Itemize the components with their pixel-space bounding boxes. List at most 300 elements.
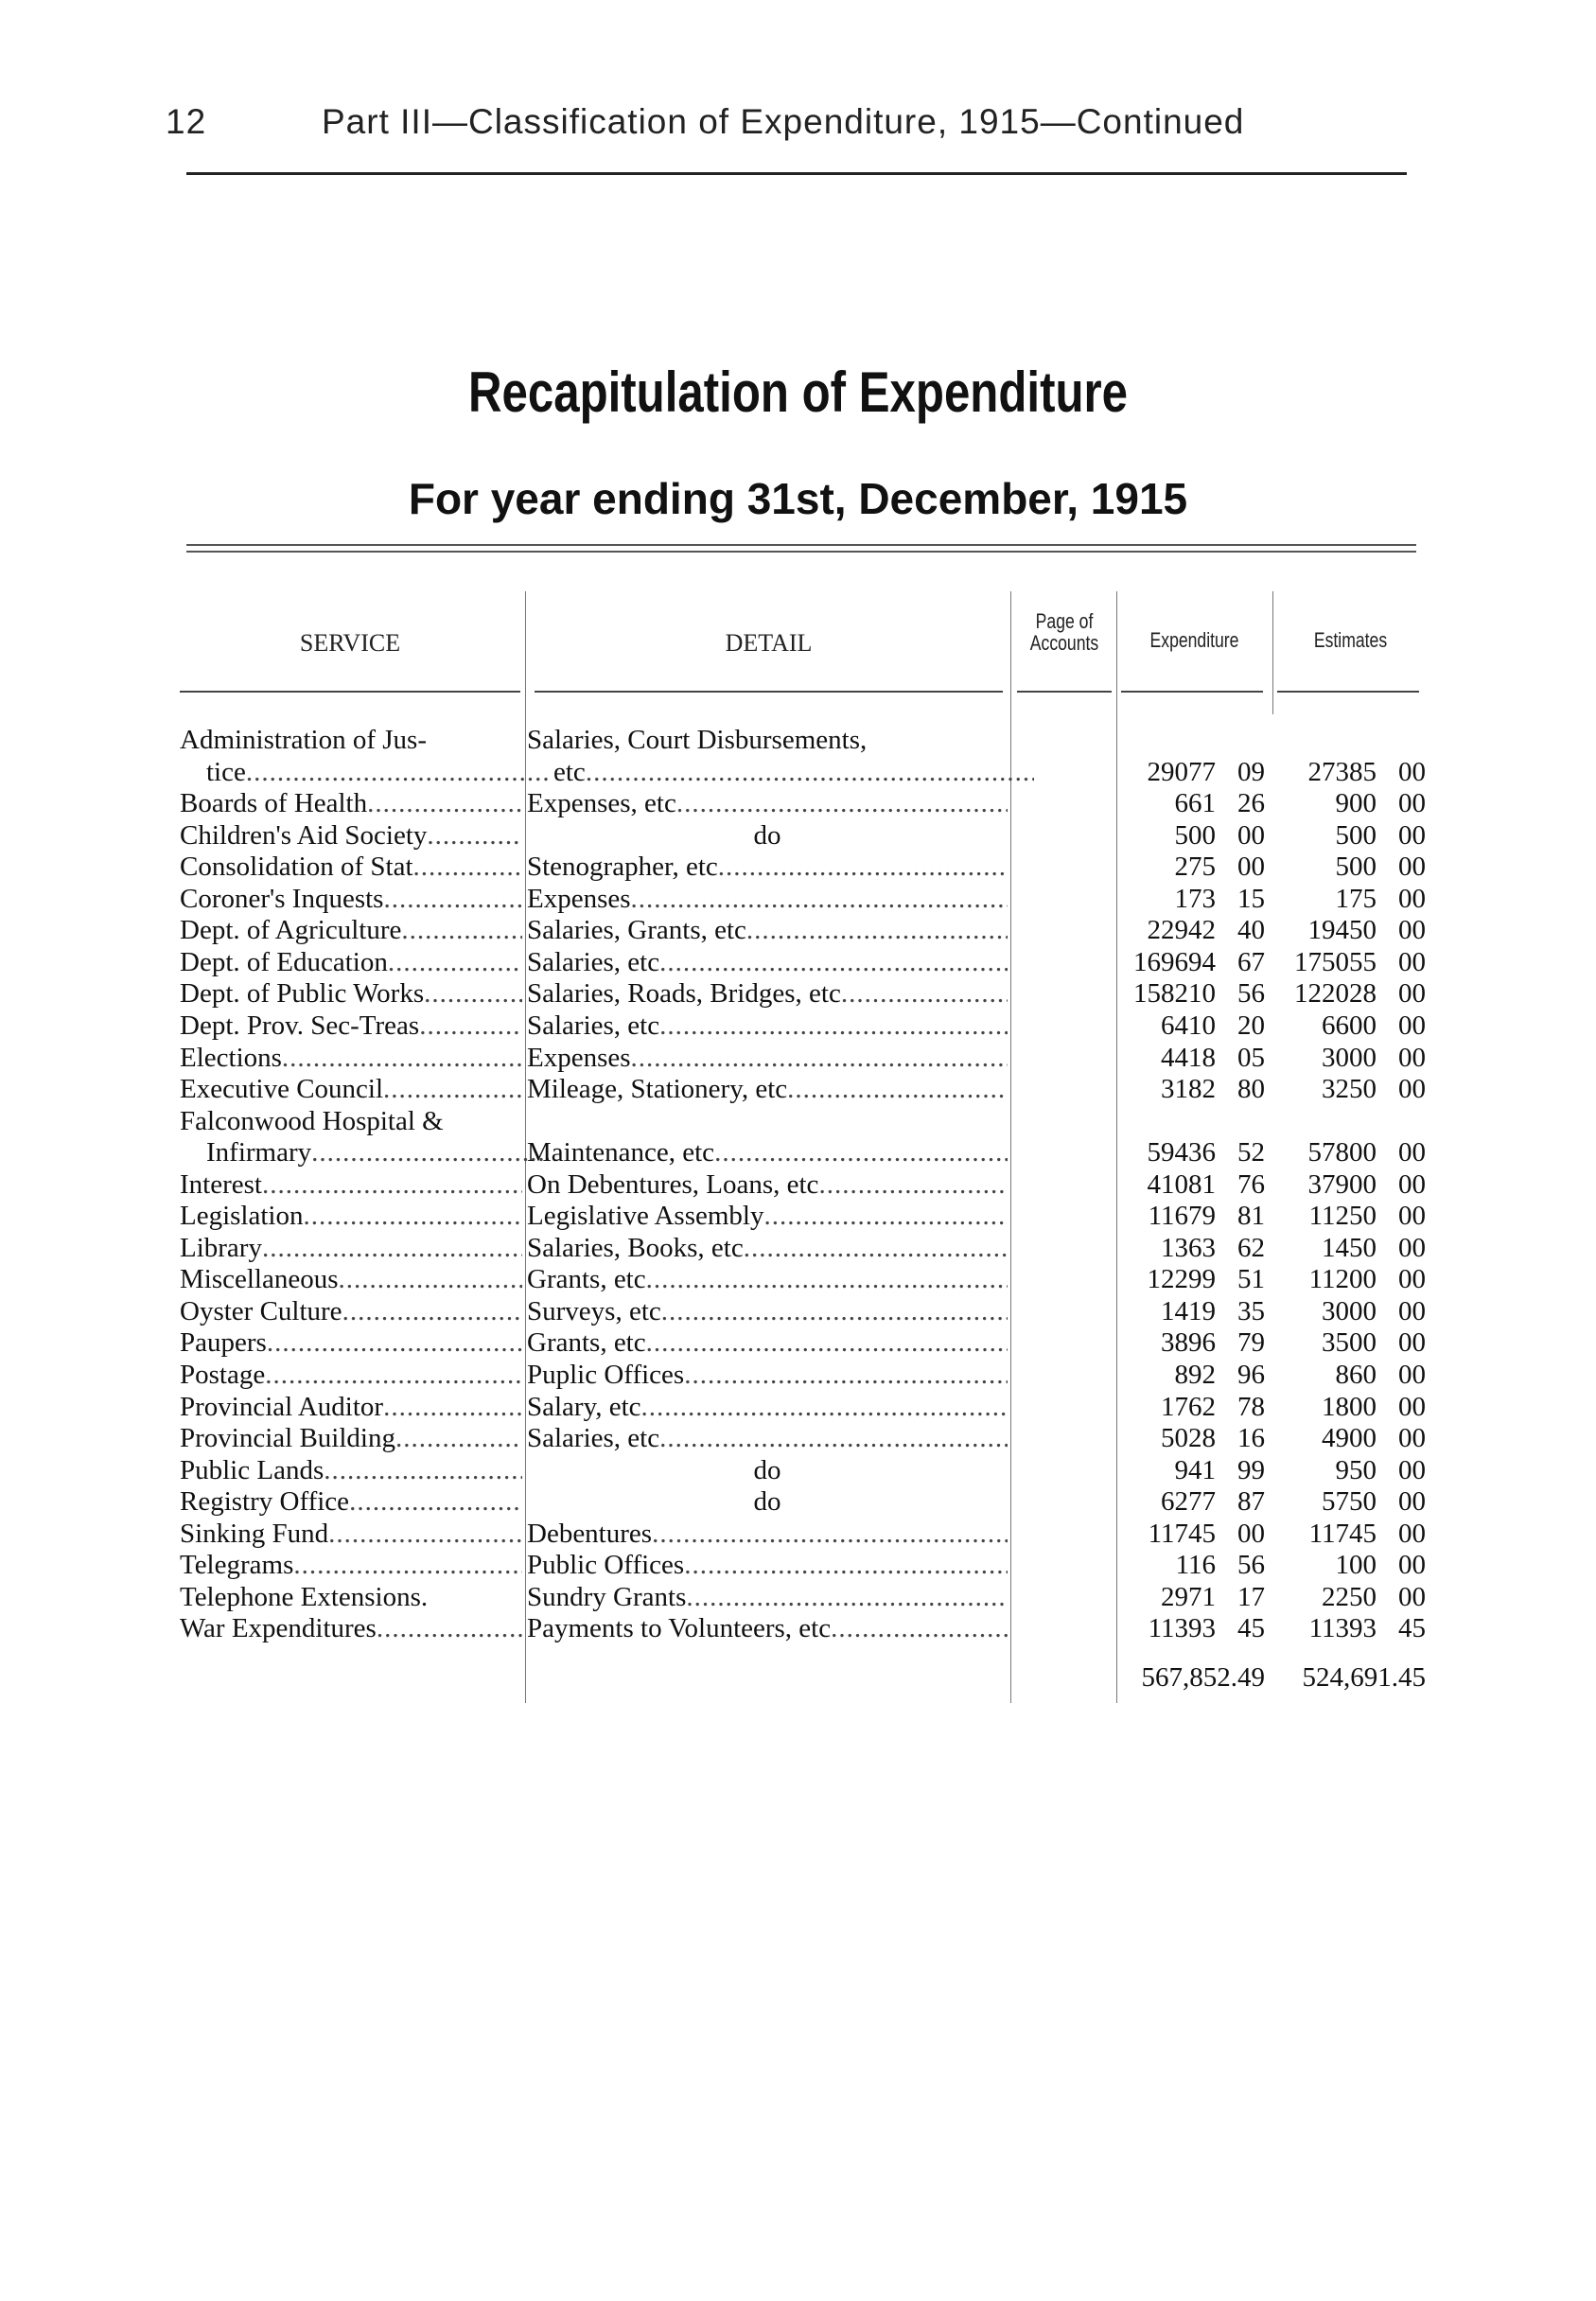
table-row bbox=[0, 1359, 1596, 1391]
expenditure-dollars: 661 bbox=[1174, 788, 1216, 819]
expenditure-dollars: 941 bbox=[1174, 1454, 1216, 1485]
service-cell bbox=[180, 1454, 522, 1486]
service-cell bbox=[180, 1391, 522, 1423]
service-text: Public Lands bbox=[180, 1454, 324, 1485]
detail-text: Grants, etc bbox=[527, 1264, 646, 1295]
table-row bbox=[0, 1010, 1596, 1042]
estimate-cents: 00 bbox=[1398, 1295, 1426, 1326]
estimate-dollars: 1800 bbox=[1322, 1391, 1377, 1422]
service-cell bbox=[180, 851, 522, 883]
expenditure-dollars: 1363 bbox=[1161, 1232, 1216, 1263]
estimate-dollars: 19450 bbox=[1307, 915, 1377, 946]
expenditure-cents: 81 bbox=[1237, 1201, 1265, 1232]
table-row bbox=[0, 819, 1596, 852]
estimate-cents: 00 bbox=[1398, 883, 1426, 914]
estimate-dollars: 3000 bbox=[1322, 1295, 1377, 1326]
service-text: Provincial Auditor bbox=[180, 1391, 384, 1422]
service-text: Dept. of Agriculture bbox=[180, 915, 402, 946]
detail-text: Sundry Grants bbox=[527, 1581, 687, 1612]
expenditure-cents: 40 bbox=[1237, 915, 1265, 946]
estimate-cents: 00 bbox=[1398, 1264, 1426, 1295]
service-cell bbox=[180, 1422, 522, 1454]
expenditure-cents: 99 bbox=[1237, 1454, 1265, 1485]
table-row bbox=[0, 724, 1596, 756]
estimate-cents: 00 bbox=[1398, 1550, 1426, 1581]
detail-cell bbox=[527, 977, 1008, 1010]
expenditure-cents: 52 bbox=[1237, 1137, 1265, 1168]
estimate-dollars: 11745 bbox=[1308, 1518, 1377, 1549]
running-head bbox=[166, 102, 1244, 142]
dot-leader bbox=[841, 977, 1008, 1010]
service-text: Provincial Building bbox=[180, 1423, 395, 1454]
service-text: Children's Aid Society bbox=[180, 819, 428, 851]
header-underline-page bbox=[1017, 691, 1112, 693]
dot-leader bbox=[746, 914, 1008, 946]
estimate-cents: 00 bbox=[1398, 1168, 1426, 1200]
expenditure-cents: 26 bbox=[1237, 788, 1265, 819]
detail-cell bbox=[527, 1391, 1008, 1423]
service-text: Dept. of Public Works bbox=[180, 978, 425, 1010]
estimate-dollars: 57800 bbox=[1307, 1137, 1377, 1168]
dot-leader bbox=[267, 1326, 522, 1359]
dot-leader bbox=[367, 787, 522, 819]
expenditure-dollars: 169694 bbox=[1133, 946, 1216, 977]
header-underline-detail bbox=[535, 691, 1003, 693]
dot-leader bbox=[787, 1073, 1008, 1105]
expenditure-dollars: 3896 bbox=[1161, 1327, 1216, 1359]
estimate-dollars: 6600 bbox=[1322, 1010, 1377, 1041]
expenditure-cents: 15 bbox=[1237, 883, 1265, 914]
estimate-dollars: 122028 bbox=[1294, 978, 1377, 1010]
dot-leader bbox=[377, 1612, 522, 1644]
detail-text: do bbox=[753, 1486, 781, 1518]
page-title: Recapitulation of Expenditure bbox=[467, 360, 1129, 424]
header-underline-service bbox=[180, 691, 520, 693]
dot-leader bbox=[744, 1232, 1008, 1264]
expenditure-dollars: 22942 bbox=[1147, 915, 1216, 946]
expenditure-dollars: 6410 bbox=[1161, 1010, 1216, 1041]
estimate-cents: 00 bbox=[1398, 1201, 1426, 1232]
dot-leader bbox=[424, 977, 522, 1010]
dot-leader bbox=[293, 1549, 522, 1581]
dot-leader bbox=[641, 1391, 1008, 1423]
estimate-dollars: 500 bbox=[1335, 852, 1377, 883]
service-cell bbox=[180, 1042, 522, 1074]
service-text: Registry Office bbox=[180, 1486, 350, 1518]
detail-text: Salary, etc bbox=[527, 1391, 641, 1422]
service-cell bbox=[180, 1518, 522, 1550]
service-cell bbox=[180, 1105, 522, 1137]
estimate-dollars: 11250 bbox=[1308, 1201, 1377, 1232]
service-text: tice bbox=[206, 756, 246, 787]
expenditure-cents: 56 bbox=[1237, 1550, 1265, 1581]
dot-leader bbox=[676, 787, 1008, 819]
column-header-service: SERVICE bbox=[299, 629, 401, 657]
dot-leader bbox=[262, 1232, 522, 1264]
service-cell bbox=[180, 1295, 522, 1327]
estimate-cents: 00 bbox=[1398, 1360, 1426, 1390]
expenditure-dollars: 173 bbox=[1174, 883, 1216, 914]
estimate-cents: 00 bbox=[1398, 1454, 1426, 1485]
estimate-dollars: 950 bbox=[1335, 1454, 1377, 1485]
detail-cell bbox=[527, 1422, 1008, 1454]
expenditure-dollars: 11745 bbox=[1148, 1518, 1216, 1549]
detail-text: Expenses bbox=[527, 1042, 631, 1073]
estimate-dollars: 1450 bbox=[1322, 1232, 1377, 1263]
expenditure-cents: 00 bbox=[1237, 819, 1265, 851]
detail-text: Legislative Assembly bbox=[527, 1201, 764, 1232]
expenditure-cents: 51 bbox=[1237, 1264, 1265, 1295]
expenditure-dollars: 4418 bbox=[1161, 1042, 1216, 1073]
estimate-dollars: 900 bbox=[1335, 788, 1377, 819]
page-subtitle: For year ending 31st, December, 1915 bbox=[408, 474, 1188, 523]
service-text: Infirmary bbox=[206, 1137, 312, 1168]
table-row bbox=[0, 756, 1596, 788]
table-row bbox=[0, 914, 1596, 946]
dot-leader bbox=[831, 1612, 1008, 1644]
dot-leader bbox=[265, 1359, 522, 1391]
detail-cell bbox=[527, 819, 1008, 852]
detail-cell bbox=[527, 914, 1008, 946]
dot-leader bbox=[328, 1518, 522, 1550]
expenditure-dollars: 41081 bbox=[1147, 1168, 1216, 1200]
estimate-cents: 00 bbox=[1398, 915, 1426, 946]
table-row bbox=[0, 1391, 1596, 1423]
expenditure-cents: 78 bbox=[1237, 1391, 1265, 1422]
table-row bbox=[0, 1581, 1596, 1613]
service-text: Dept. of Education bbox=[180, 946, 388, 977]
estimate-cents: 00 bbox=[1398, 1232, 1426, 1263]
service-text: Administration of Jus- bbox=[180, 725, 427, 755]
detail-cell bbox=[527, 787, 1008, 819]
estimate-dollars: 11393 bbox=[1308, 1613, 1377, 1644]
service-cell bbox=[180, 914, 522, 946]
dot-leader bbox=[342, 1295, 522, 1327]
detail-text: Public Offices bbox=[527, 1550, 685, 1581]
estimate-dollars: 2250 bbox=[1322, 1581, 1377, 1612]
expenditure-cents: 05 bbox=[1237, 1042, 1265, 1073]
service-text: Library bbox=[180, 1232, 262, 1263]
service-text: Telephone Extensions. bbox=[180, 1581, 429, 1612]
detail-text: Surveys, etc bbox=[527, 1295, 661, 1326]
estimate-cents: 00 bbox=[1398, 819, 1426, 851]
expenditure-dollars: 11393 bbox=[1148, 1613, 1216, 1644]
detail-text: Grants, etc bbox=[527, 1327, 646, 1359]
dot-leader bbox=[631, 883, 1008, 915]
detail-cell bbox=[527, 724, 1008, 756]
detail-text: Expenses, etc bbox=[527, 788, 676, 819]
service-cell bbox=[180, 977, 522, 1010]
detail-cell bbox=[527, 946, 1008, 978]
service-cell bbox=[180, 1485, 522, 1518]
expenditure-cents: 80 bbox=[1237, 1074, 1265, 1105]
detail-cell bbox=[527, 1295, 1008, 1327]
detail-cell bbox=[527, 1263, 1008, 1295]
dot-leader bbox=[388, 946, 522, 978]
table-row bbox=[0, 787, 1596, 819]
dot-leader bbox=[383, 1391, 522, 1423]
estimate-cents: 00 bbox=[1398, 1327, 1426, 1359]
dot-leader bbox=[413, 851, 523, 883]
detail-cell bbox=[527, 1073, 1008, 1105]
detail-cell bbox=[527, 1485, 1008, 1518]
expenditure-cents: 20 bbox=[1237, 1010, 1265, 1041]
detail-text: Salaries, etc bbox=[527, 1010, 660, 1041]
expenditure-cents: 76 bbox=[1237, 1168, 1265, 1200]
service-text: Consolidation of Stat bbox=[180, 852, 413, 883]
service-cell bbox=[180, 1359, 522, 1391]
expenditure-cents: 09 bbox=[1237, 756, 1265, 787]
expenditure-cents: 62 bbox=[1237, 1232, 1265, 1263]
table-row bbox=[0, 1263, 1596, 1295]
detail-cell bbox=[527, 1581, 1008, 1613]
estimate-cents: 00 bbox=[1398, 1137, 1426, 1168]
service-cell bbox=[180, 1326, 522, 1359]
expenditure-cents: 17 bbox=[1237, 1581, 1265, 1612]
detail-text: Mileage, Stationery, etc bbox=[527, 1074, 788, 1105]
service-text: Falconwood Hospital & bbox=[180, 1105, 444, 1136]
table-row bbox=[0, 1612, 1596, 1644]
estimate-dollars: 175 bbox=[1335, 883, 1377, 914]
dot-leader bbox=[631, 1042, 1008, 1074]
service-cell bbox=[180, 946, 522, 978]
dot-leader bbox=[395, 1422, 522, 1454]
service-cell bbox=[180, 756, 549, 788]
detail-text: Salaries, etc bbox=[527, 946, 660, 977]
service-cell bbox=[180, 883, 522, 915]
detail-cell bbox=[527, 851, 1008, 883]
table-row bbox=[0, 1073, 1596, 1105]
service-text: Coroner's Inquests bbox=[180, 883, 384, 914]
estimate-cents: 00 bbox=[1398, 756, 1426, 787]
service-text: Boards of Health bbox=[180, 788, 368, 819]
table-row bbox=[0, 1295, 1596, 1327]
service-text: Dept. Prov. Sec-Treas bbox=[180, 1010, 420, 1041]
service-cell bbox=[180, 1168, 522, 1201]
dot-leader bbox=[718, 851, 1008, 883]
expenditure-cents: 96 bbox=[1237, 1360, 1265, 1390]
table-row bbox=[0, 1518, 1596, 1550]
dot-leader bbox=[684, 1359, 1008, 1391]
estimate-cents: 00 bbox=[1398, 1074, 1426, 1105]
detail-cell bbox=[527, 1359, 1008, 1391]
table-row bbox=[0, 1422, 1596, 1454]
detail-cell bbox=[527, 1612, 1008, 1644]
service-cell bbox=[180, 1232, 522, 1264]
table-row bbox=[0, 1326, 1596, 1359]
estimate-dollars: 3250 bbox=[1322, 1074, 1377, 1105]
detail-text: Puplic Offices bbox=[527, 1360, 685, 1390]
service-cell bbox=[180, 1136, 549, 1168]
estimate-dollars: 3500 bbox=[1322, 1327, 1377, 1359]
estimate-cents: 00 bbox=[1398, 1010, 1426, 1041]
service-cell bbox=[180, 1263, 522, 1295]
expenditure-dollars: 59436 bbox=[1147, 1137, 1216, 1168]
estimate-dollars: 3000 bbox=[1322, 1042, 1377, 1073]
header-rule bbox=[186, 172, 1407, 175]
estimate-cents: 00 bbox=[1398, 1486, 1426, 1518]
expenditure-dollars: 2971 bbox=[1161, 1581, 1216, 1612]
column-header-expenditure: Expenditure bbox=[1149, 628, 1239, 652]
detail-cell bbox=[527, 1518, 1008, 1550]
estimate-cents: 00 bbox=[1398, 978, 1426, 1010]
detail-text: Salaries, Roads, Bridges, etc bbox=[527, 978, 841, 1010]
column-header-page-line2: Accounts bbox=[1029, 631, 1099, 656]
service-text: Legislation bbox=[180, 1201, 304, 1232]
running-title: Part III—Classification of Expenditure, 1915—Continued bbox=[322, 102, 1245, 141]
service-cell bbox=[180, 1612, 522, 1644]
estimate-dollars: 37900 bbox=[1307, 1168, 1377, 1200]
detail-text: Salaries, etc bbox=[527, 1423, 660, 1454]
estimate-cents: 00 bbox=[1398, 1581, 1426, 1612]
dot-leader bbox=[646, 1326, 1008, 1359]
dot-leader bbox=[427, 819, 522, 852]
expenditure-dollars: 158210 bbox=[1133, 978, 1216, 1010]
table-row bbox=[0, 1549, 1596, 1581]
column-header-page-of-accounts bbox=[1023, 610, 1106, 654]
estimate-cents: 00 bbox=[1398, 852, 1426, 883]
service-text: Miscellaneous bbox=[180, 1264, 339, 1295]
dot-leader bbox=[383, 1073, 522, 1105]
dot-leader bbox=[686, 1581, 1008, 1613]
estimate-dollars: 175055 bbox=[1294, 946, 1377, 977]
detail-cell bbox=[527, 1454, 1008, 1486]
table-row bbox=[0, 1136, 1596, 1168]
table-row bbox=[0, 946, 1596, 978]
service-cell bbox=[180, 787, 522, 819]
dot-leader bbox=[818, 1168, 1008, 1201]
detail-cell bbox=[527, 1549, 1008, 1581]
dot-leader bbox=[714, 1136, 1008, 1168]
table-row bbox=[0, 1200, 1596, 1232]
detail-cell bbox=[527, 1168, 1008, 1201]
expenditure-dollars: 6277 bbox=[1161, 1486, 1216, 1518]
dot-leader bbox=[646, 1263, 1008, 1295]
service-cell bbox=[180, 1581, 522, 1613]
table-row bbox=[0, 977, 1596, 1010]
detail-text: do bbox=[753, 1454, 781, 1485]
service-text: Oyster Culture bbox=[180, 1295, 342, 1326]
service-text: Interest bbox=[180, 1168, 262, 1200]
estimate-cents: 00 bbox=[1398, 788, 1426, 819]
table-row bbox=[0, 1105, 1596, 1137]
expenditure-cents: 16 bbox=[1237, 1423, 1265, 1454]
expenditure-cents: 56 bbox=[1237, 978, 1265, 1010]
expenditure-dollars: 500 bbox=[1174, 819, 1216, 851]
detail-text: On Debentures, Loans, etc bbox=[527, 1168, 819, 1200]
expenditure-dollars: 5028 bbox=[1161, 1423, 1216, 1454]
detail-text: Salaries, Grants, etc bbox=[527, 915, 746, 946]
dot-leader bbox=[659, 1010, 1008, 1042]
header-underline-expenditure bbox=[1121, 691, 1263, 693]
detail-cell bbox=[527, 1232, 1008, 1264]
estimate-cents: 00 bbox=[1398, 1518, 1426, 1549]
estimate-dollars: 500 bbox=[1335, 819, 1377, 851]
dot-leader bbox=[401, 914, 522, 946]
page-number: 12 bbox=[166, 102, 207, 141]
expenditure-dollars: 3182 bbox=[1161, 1074, 1216, 1105]
expenditure-cents: 35 bbox=[1237, 1295, 1265, 1326]
column-header-estimates: Estimates bbox=[1313, 628, 1388, 652]
service-text: Executive Council bbox=[180, 1074, 384, 1105]
service-text: War Expenditures bbox=[180, 1613, 377, 1644]
dot-leader bbox=[684, 1549, 1008, 1581]
detail-text: Salaries, Books, etc bbox=[527, 1232, 744, 1263]
dot-leader bbox=[311, 1136, 549, 1168]
expenditure-dollars: 892 bbox=[1174, 1360, 1216, 1390]
estimate-dollars: 4900 bbox=[1322, 1423, 1377, 1454]
detail-cell bbox=[527, 1010, 1008, 1042]
service-cell bbox=[180, 1073, 522, 1105]
dot-leader bbox=[246, 756, 549, 788]
estimate-dollars: 5750 bbox=[1322, 1486, 1377, 1518]
detail-text: Salaries, Court Disbursements, bbox=[527, 725, 868, 755]
table-row bbox=[0, 1168, 1596, 1201]
table-row bbox=[0, 1042, 1596, 1074]
service-text: Sinking Fund bbox=[180, 1518, 329, 1549]
expenditure-dollars: 12299 bbox=[1147, 1264, 1216, 1295]
dot-leader bbox=[652, 1518, 1008, 1550]
service-cell bbox=[180, 819, 522, 852]
service-cell bbox=[180, 1010, 522, 1042]
expenditure-cents: 00 bbox=[1237, 852, 1265, 883]
title-rule-upper bbox=[186, 544, 1416, 546]
service-text: Paupers bbox=[180, 1327, 267, 1359]
service-cell bbox=[180, 1549, 522, 1581]
dot-leader bbox=[349, 1485, 522, 1518]
expenditure-cents: 79 bbox=[1237, 1327, 1265, 1359]
estimate-dollars: 860 bbox=[1335, 1360, 1377, 1390]
detail-cell bbox=[527, 1136, 1008, 1168]
table-row bbox=[0, 1232, 1596, 1264]
service-cell bbox=[180, 1200, 522, 1232]
detail-text: Expenses bbox=[527, 883, 631, 914]
detail-cell bbox=[527, 1200, 1008, 1232]
expenditure-cents: 00 bbox=[1237, 1518, 1265, 1549]
service-text: Elections bbox=[180, 1042, 282, 1073]
dot-leader bbox=[661, 1295, 1008, 1327]
table-row bbox=[0, 1454, 1596, 1486]
dot-leader bbox=[383, 883, 522, 915]
estimate-dollars: 11200 bbox=[1308, 1264, 1377, 1295]
estimate-cents: 00 bbox=[1398, 946, 1426, 977]
dot-leader bbox=[282, 1042, 522, 1074]
service-text: Postage bbox=[180, 1360, 266, 1390]
column-header-page-line1: Page of bbox=[1035, 609, 1094, 633]
estimate-cents: 00 bbox=[1398, 1042, 1426, 1073]
detail-cell bbox=[527, 756, 1034, 788]
dot-leader bbox=[324, 1454, 522, 1486]
detail-text: Debentures bbox=[527, 1518, 653, 1549]
expenditure-cents: 67 bbox=[1237, 946, 1265, 977]
total-estimates: 524,691.45 bbox=[1302, 1662, 1426, 1693]
expenditure-dollars: 29077 bbox=[1147, 756, 1216, 787]
service-cell bbox=[180, 724, 522, 756]
header-underline-estimates bbox=[1277, 691, 1419, 693]
detail-cell bbox=[527, 1042, 1008, 1074]
expenditure-dollars: 116 bbox=[1175, 1550, 1216, 1581]
title-rule-lower bbox=[186, 551, 1416, 553]
expenditure-dollars: 275 bbox=[1174, 852, 1216, 883]
estimate-cents: 00 bbox=[1398, 1423, 1426, 1454]
detail-cell bbox=[527, 883, 1008, 915]
service-text: Telegrams bbox=[180, 1550, 294, 1581]
dot-leader bbox=[764, 1200, 1008, 1232]
expenditure-cents: 87 bbox=[1237, 1486, 1265, 1518]
dot-leader bbox=[586, 756, 1034, 788]
detail-text: etc bbox=[553, 756, 586, 787]
table-row bbox=[0, 851, 1596, 883]
